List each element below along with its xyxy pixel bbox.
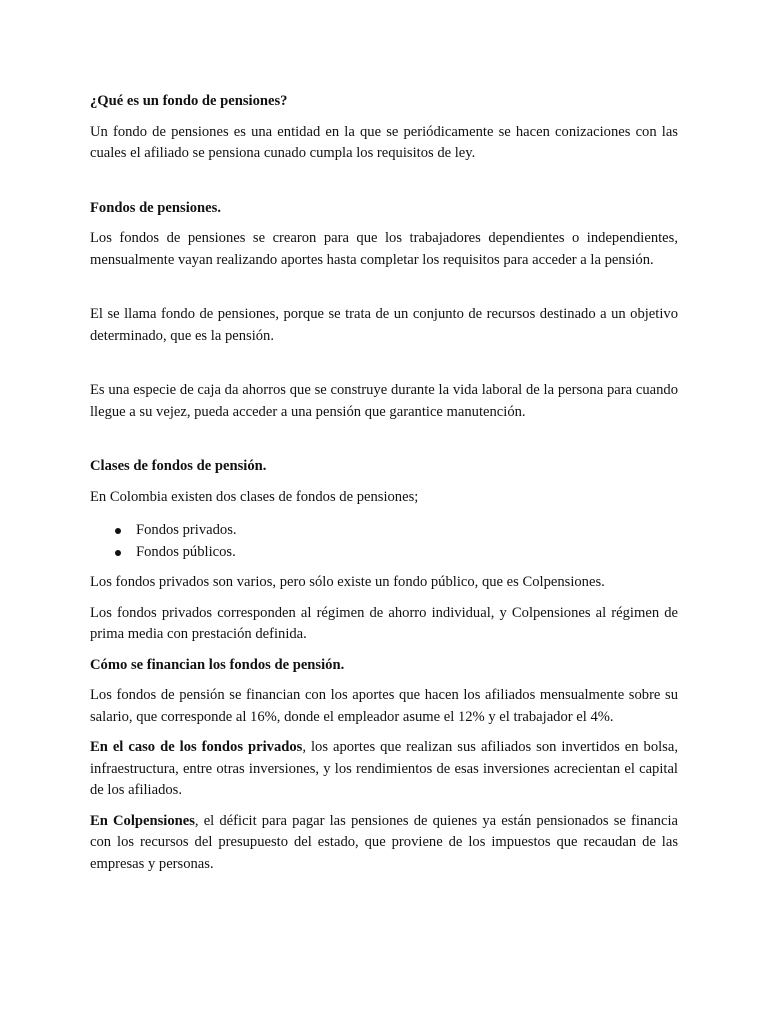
paragraph-fondos-2: El se llama fondo de pensiones, porque se trata de un conjunto de recursos destinado a un objetivo determinado, que es la pensión.	[90, 306, 678, 344]
paragraph-fondos-3: Es una especie de caja da ahorros que se construye durante la vida laboral de la persona para cuando llegue a su vejez, pueda acceder a una pensión que garantice manutención.	[90, 382, 678, 420]
section-heading-financian: Cómo se financian los fondos de pensión.	[90, 656, 345, 673]
bullet-icon	[115, 550, 121, 556]
document-page	[90, 91, 678, 875]
paragraph-colpensiones-text: , el déficit para pagar las pensiones de quienes ya están pensionados se financia con los recursos del presupuesto del estado, que proviene de los impuestos que recaudan de las empresas y personas.	[90, 812, 678, 872]
paragraph-clases-2: Los fondos privados corresponden al régimen de ahorro individual, y Colpensiones al régimen de prima media con prestación definida.	[90, 604, 678, 642]
paragraph-clases-1: Los fondos privados son varios, pero sólo existe un fondo público, que es Colpensiones.	[90, 574, 605, 590]
list-item-label: Fondos públicos.	[136, 544, 236, 560]
paragraph-fondos-privados	[90, 737, 678, 802]
paragraph-definition: Un fondo de pensiones es una entidad en la que se periódicamente se hacen conizaciones con las cuales el afiliado se pensiona cunado cumpla los requisitos de ley.	[90, 123, 678, 161]
bullet-icon	[115, 528, 121, 534]
section-heading-que-es: ¿Qué es un fondo de pensiones?	[90, 93, 288, 109]
paragraph-clases-intro: En Colombia existen dos clases de fondos de pensiones;	[90, 488, 419, 505]
section-heading-fondos: Fondos de pensiones.	[90, 199, 221, 216]
bold-lead-privados: En el caso de los fondos privados	[90, 739, 303, 755]
bullet-list	[90, 520, 678, 564]
list-item	[90, 520, 678, 542]
bold-lead-colpensiones: En Colpensiones	[90, 812, 195, 829]
list-item	[90, 542, 678, 564]
paragraph-privados-text: , los aportes que realizan sus afiliados son invertidos en bolsa, infraestructura, entre otras inversiones, y los rendimientos de esas inversiones acrecientan el capital de los afiliados.	[90, 739, 678, 798]
paragraph-fondos-1: Los fondos de pensiones se crearon para que los trabajadores dependientes o independientes, mensualmente vayan realizando aportes hasta completar los requisitos para acceder a la pensión.	[90, 230, 678, 268]
list-item-label: Fondos privados.	[136, 522, 237, 538]
paragraph-colpensiones	[90, 811, 678, 876]
paragraph-financian-1: Los fondos de pensión se financian con los aportes que hacen los afiliados mensualmente sobre su salario, que corresponde al 16%, donde el empleador asume el 12% y el trabajador el 4%.	[90, 687, 678, 725]
section-heading-clases: Clases de fondos de pensión.	[90, 458, 267, 474]
